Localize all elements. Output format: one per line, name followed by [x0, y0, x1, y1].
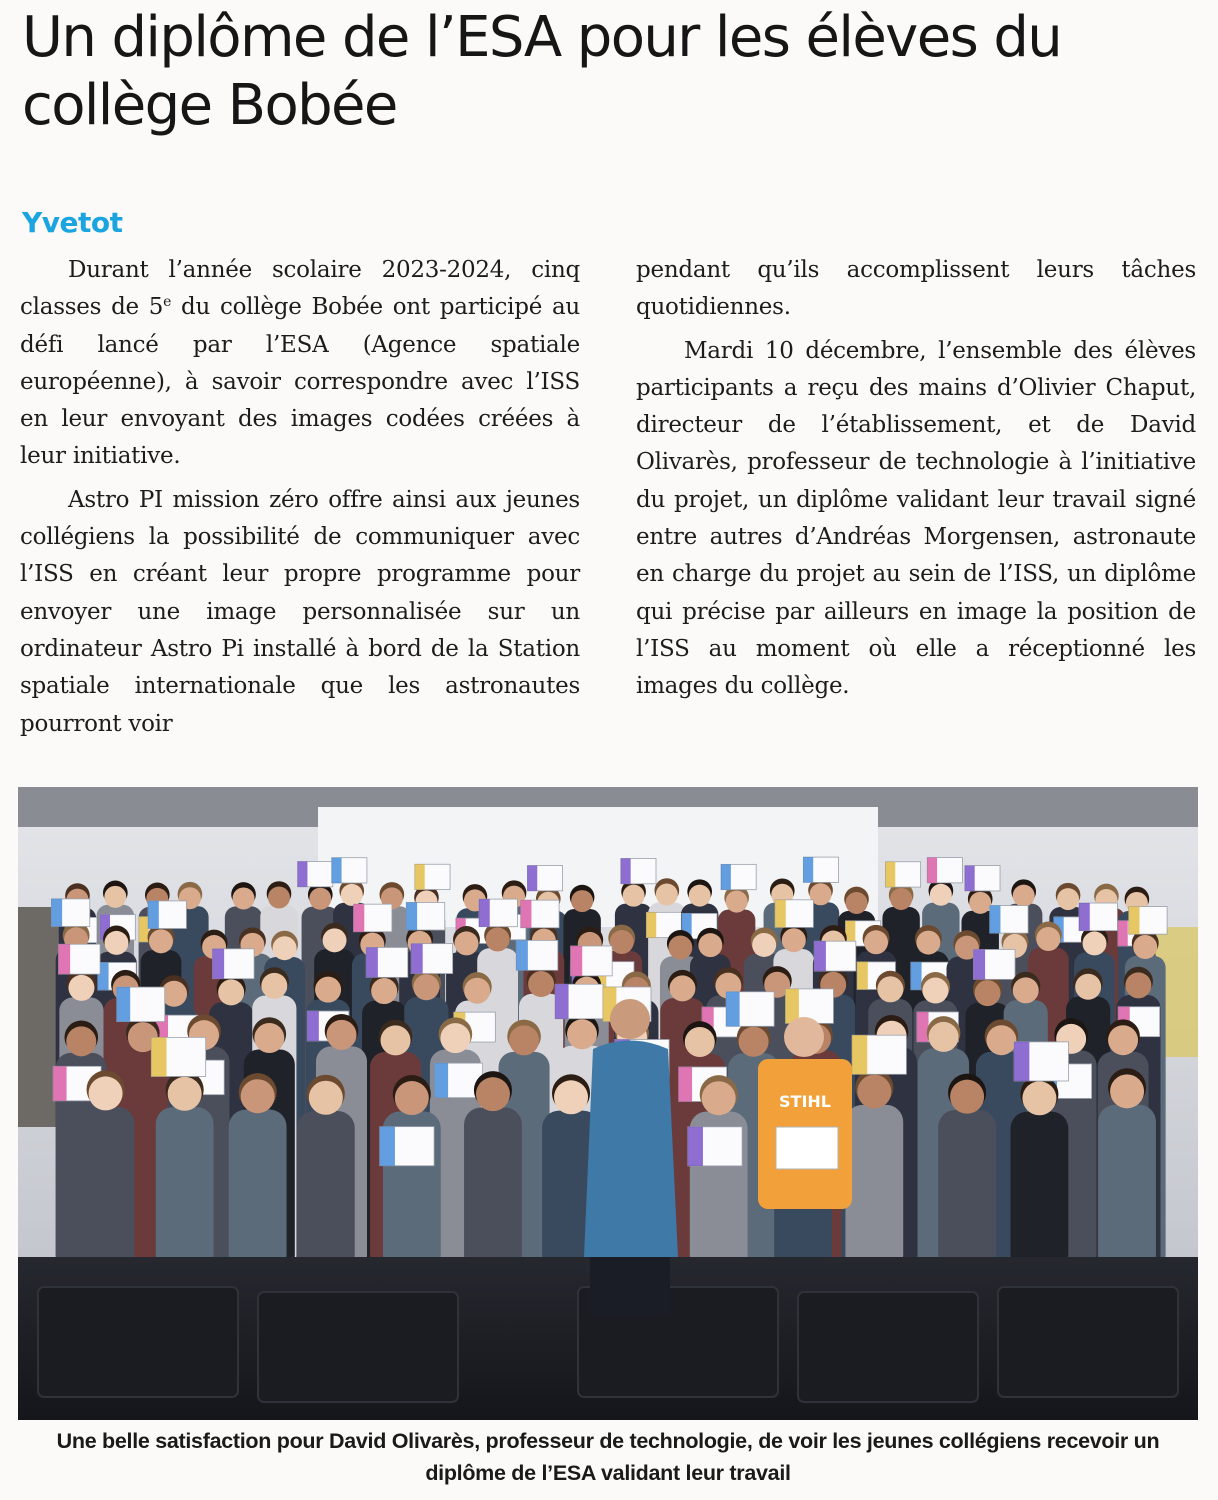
student-face [890, 888, 912, 910]
student-face [476, 1077, 510, 1111]
student-face [309, 888, 331, 910]
diploma-illustration [803, 857, 813, 882]
diploma-illustration [332, 858, 342, 883]
diploma-illustration [917, 1012, 929, 1042]
diploma-illustration [366, 947, 378, 977]
diploma-illustration [965, 866, 975, 891]
diploma-illustration [555, 984, 568, 1019]
diploma-illustration [775, 900, 786, 928]
student-face [1013, 977, 1039, 1003]
diploma-illustration [646, 912, 656, 937]
diploma-illustration [516, 940, 528, 970]
student-face [916, 931, 940, 955]
student-face [986, 1025, 1016, 1055]
diploma-illustration [785, 989, 798, 1024]
student-face [929, 1022, 959, 1052]
student-body [1098, 1105, 1156, 1273]
diploma-illustration [117, 987, 130, 1022]
student-face [1082, 931, 1106, 955]
diploma-illustration [1014, 1042, 1029, 1081]
paragraph-2: Astro PI mission zéro offre ainsi aux jeunes collégiens la possibilité de communiquer avec l’ISS en créant leur propre programme pour envoyer une image personnalisée sur un ordinateur Astro Pi installé à bord de la Station spatiale internationale que les astronautes pourront voir [20, 486, 580, 737]
student-face [922, 978, 948, 1004]
student-face [309, 1081, 343, 1115]
diploma-illustration [415, 864, 425, 889]
diploma-illustration [721, 864, 731, 889]
diploma-illustration [527, 866, 537, 891]
student-face [610, 930, 634, 954]
student-body [156, 1107, 214, 1272]
student-face [1022, 1081, 1056, 1115]
diploma-illustration [51, 899, 62, 927]
diploma-illustration [406, 902, 417, 930]
paragraph-1-start: Durant l’année scolaire 2023-2024, cinq classes de 5 [20, 257, 580, 321]
diploma-illustration [298, 862, 308, 887]
student-face [782, 928, 806, 952]
paragraph-1 [20, 252, 580, 476]
student-face [241, 1079, 275, 1113]
article-column-right [636, 252, 1196, 706]
diploma-illustration [1079, 903, 1090, 931]
paragraph-3: Mardi 10 décembre, l’ensemble des élèves participants a reçu des mains d’Olivier Chaput, directeur de l’établissement, et de David Olivarès, professeur de technologie à l’initiative du projet, un diplôme validant leur travail signé entre autres d’Andréas Morgensen, astronaute en charge du projet au sein de l’ISS, un diplôme qui précise par ailleurs en image la position de l’ISS au moment où elle a réceptionné les images du collège. [636, 337, 1196, 700]
diploma-illustration [58, 944, 70, 974]
diploma-illustration [621, 858, 631, 883]
student-face [702, 1081, 736, 1115]
diploma-illustration [521, 900, 532, 928]
student-face [486, 928, 510, 952]
diploma-illustration [973, 949, 985, 979]
student-face [371, 978, 397, 1004]
diploma-illustration [354, 904, 365, 932]
student-face [1036, 927, 1060, 951]
student-face [669, 975, 695, 1001]
diploma-illustration [479, 899, 490, 927]
diploma-illustration [380, 1127, 395, 1166]
student-face [464, 978, 490, 1004]
student-face [89, 1076, 123, 1110]
student-face [168, 1077, 202, 1111]
student-face [509, 1025, 539, 1055]
student-face [857, 1075, 891, 1109]
student-body [229, 1110, 287, 1273]
student-face [950, 1080, 984, 1114]
student-face [685, 1027, 715, 1057]
student-face [698, 933, 722, 957]
student-face [1125, 972, 1151, 998]
diploma-illustration [814, 941, 826, 971]
student-face [261, 973, 287, 999]
student-face [149, 929, 173, 953]
student-face [739, 1027, 769, 1057]
student-face [877, 976, 903, 1002]
student-face [752, 933, 776, 957]
student-face [268, 887, 290, 909]
diploma-illustration [885, 862, 895, 887]
student-face [233, 887, 255, 909]
student-face [273, 936, 297, 960]
diploma-illustration [726, 992, 739, 1027]
student-face [341, 884, 363, 906]
diploma-illustration [571, 946, 583, 976]
shirt-text: STIHL [779, 1092, 831, 1111]
student-face [846, 892, 868, 914]
diploma-illustration [927, 858, 937, 883]
student-body [297, 1111, 355, 1272]
student-face [104, 931, 128, 955]
diploma-illustration [679, 1067, 692, 1102]
student-face [623, 885, 645, 907]
student-face [930, 884, 952, 906]
student-face [254, 1023, 284, 1053]
student-face [567, 1019, 597, 1049]
student-face [327, 1020, 357, 1050]
student-face [413, 974, 439, 1000]
student-face [1013, 885, 1035, 907]
student-face [218, 979, 244, 1005]
article-column-left [20, 252, 580, 743]
photo-caption: Une belle satisfaction pour David Olivarès, professeur de technologie, de voir les jeunes collégiens recevoir un diplôme de l’ESA validant leur travail [56, 1429, 1160, 1485]
student-face [668, 935, 692, 959]
diploma-illustration [151, 1037, 166, 1076]
student-body [464, 1107, 522, 1272]
dateline-location: Yvetot [22, 206, 123, 239]
student-face [104, 886, 126, 908]
student-face [1108, 1025, 1138, 1055]
student-face [571, 890, 593, 912]
student-face [864, 930, 888, 954]
student-face [68, 975, 94, 1001]
paragraph-2-continued: pendant qu’ils accomplissent leurs tâches quotidiennes. [636, 257, 1196, 321]
diploma-illustration [435, 1063, 448, 1098]
student-face [689, 885, 711, 907]
diploma-illustration [212, 949, 224, 979]
diploma-illustration [139, 917, 149, 942]
paragraph-1-end: du collège Bobée ont participé au défi lancé par l’ESA (Agence spatiale européenne), à savoir correspondre avec l’ISS en leur envoyant des images codées créées à leur initiative. [20, 294, 580, 470]
diploma-illustration [411, 944, 423, 974]
diploma-illustration [53, 1066, 66, 1101]
diploma-illustration [1129, 907, 1140, 935]
student-face [381, 1025, 411, 1055]
diploma-illustration [857, 962, 868, 990]
diploma-illustration [307, 1011, 319, 1041]
student-face [726, 891, 748, 913]
group-photo-illustration [18, 787, 1198, 1420]
student-face [1133, 935, 1157, 959]
group-photo [18, 787, 1198, 1420]
student-face [315, 977, 341, 1003]
student-body [845, 1105, 903, 1272]
diploma-illustration [1118, 921, 1128, 946]
student-face [1075, 974, 1101, 1000]
diploma-illustration [990, 906, 1001, 934]
student-face [528, 971, 554, 997]
student-face [554, 1080, 588, 1114]
student-face [395, 1081, 429, 1115]
student-face [1110, 1074, 1144, 1108]
student-face [454, 931, 478, 955]
student-face [1057, 888, 1079, 910]
ordinal-superscript: e [163, 294, 172, 311]
headline: Un diplôme de l’ESA pour les élèves du collège Bobée [22, 5, 1062, 138]
student-face [323, 928, 347, 952]
student-body [1011, 1112, 1069, 1273]
student-face [66, 1026, 96, 1056]
student-face [975, 980, 1001, 1006]
student-face [656, 884, 678, 906]
diploma-illustration [148, 901, 159, 929]
student-face [969, 892, 991, 914]
diploma-illustration [852, 1035, 867, 1074]
student-face [440, 1023, 470, 1053]
diploma-illustration [688, 1127, 703, 1166]
student-body [77, 1107, 135, 1273]
diploma-illustration [911, 962, 922, 990]
student-body [938, 1110, 996, 1272]
